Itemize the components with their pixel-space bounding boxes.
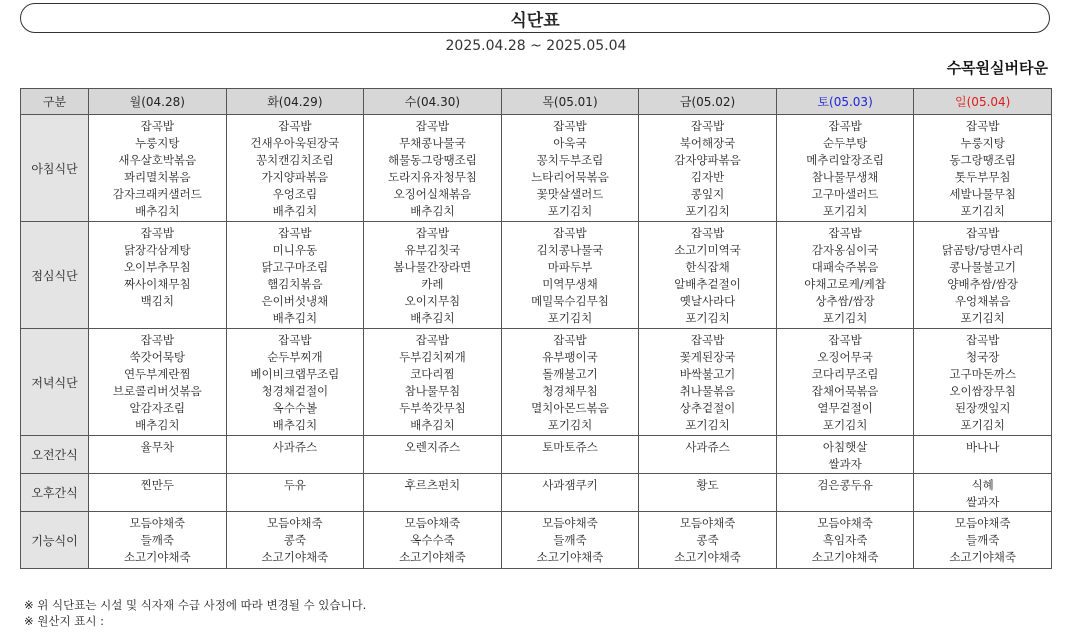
- menu-cell: [501, 436, 639, 474]
- menu-item: 배추김치: [135, 418, 180, 432]
- row-label: 점심식단: [21, 222, 89, 329]
- menu-item: 모듬야채죽: [817, 516, 873, 530]
- menu-cell: [776, 512, 914, 569]
- menu-item: 두유: [283, 478, 306, 492]
- menu-item: 소고기야채죽: [674, 550, 741, 564]
- menu-item: 동그랑땡조림: [949, 153, 1017, 167]
- menu-item: 잡곡밥: [553, 119, 587, 133]
- menu-item: 소고기야채죽: [811, 550, 879, 564]
- menu-item: 들깨죽: [140, 533, 174, 547]
- menu-item: 들깨죽: [966, 533, 1000, 547]
- menu-item: 콩나물불고기: [949, 260, 1017, 274]
- day-header: 일(05.04): [914, 89, 1052, 115]
- row-label: 오전간식: [21, 436, 89, 474]
- menu-item: 콩죽: [696, 533, 719, 547]
- menu-item: 사과잼쿠키: [542, 478, 598, 492]
- menu-item: 콩잎지: [690, 187, 725, 201]
- menu-item: 모듬야채죽: [129, 516, 186, 530]
- title-box: [20, 3, 1050, 33]
- menu-table: [20, 88, 1052, 569]
- note-line: ※ 원산지 표시 :: [24, 614, 105, 628]
- menu-item: 옛날사라다: [679, 294, 736, 308]
- menu-cell: [364, 115, 502, 222]
- menu-item: 포기김치: [547, 311, 593, 325]
- day-header: 금(05.02): [639, 89, 777, 115]
- table-header-row: [21, 89, 1052, 115]
- menu-item: 잡곡밥: [140, 226, 174, 240]
- menu-cell: [776, 222, 914, 329]
- menu-item: 오렌지쥬스: [404, 440, 461, 454]
- menu-item: 포기김치: [822, 204, 868, 218]
- menu-item: 백김치: [140, 294, 174, 308]
- menu-cell: [89, 474, 227, 512]
- menu-item: 소고기야채죽: [949, 550, 1017, 564]
- menu-item: 쌀과자: [828, 457, 862, 471]
- menu-cell: [501, 222, 639, 329]
- menu-item: 누룽지탕: [960, 136, 1005, 150]
- menu-cell: [89, 436, 227, 474]
- menu-item: 꽈리멸치볶음: [123, 170, 191, 184]
- menu-cell: [364, 222, 502, 329]
- menu-item: 가지양파볶음: [261, 170, 329, 184]
- menu-item: 돌깨불고기: [542, 367, 598, 381]
- menu-item: 건새우아욱된장국: [250, 136, 340, 150]
- corner-header: 구분: [21, 89, 89, 115]
- menu-cell: [226, 474, 364, 512]
- menu-item: 닭장각삼계탕: [123, 243, 191, 257]
- menu-cell: [776, 436, 914, 474]
- menu-item: 쑥갓어묵탕: [129, 350, 186, 364]
- menu-item: 포기김치: [547, 204, 593, 218]
- menu-item: 옥수수죽: [410, 533, 455, 547]
- menu-item: 청경채겉절이: [261, 384, 329, 398]
- menu-item: 참나물무침: [404, 384, 461, 398]
- menu-item: 유부김칫국: [404, 243, 461, 257]
- menu-cell: [89, 329, 227, 436]
- menu-cell: [639, 329, 777, 436]
- menu-item: 된장깻잎지: [954, 401, 1011, 415]
- menu-item: 포기김치: [822, 418, 868, 432]
- menu-item: 우엉채볶음: [954, 294, 1011, 308]
- menu-item: 포기김치: [685, 418, 730, 432]
- menu-item: 소고기야채죽: [261, 550, 329, 564]
- day-header: 토(05.03): [776, 89, 914, 115]
- menu-item: 모듬야채죽: [267, 516, 323, 530]
- menu-cell: [501, 329, 639, 436]
- day-header: 수(04.30): [364, 89, 502, 115]
- row-label: 기능식이: [21, 512, 89, 569]
- menu-item: 닭곰탕/당면사리: [941, 243, 1024, 257]
- menu-item: 아침햇살: [822, 440, 868, 454]
- menu-item: 꽃맛살샐러드: [536, 187, 604, 201]
- menu-item: 율무차: [140, 440, 174, 454]
- menu-cell: [89, 222, 227, 329]
- table-row: [21, 222, 1052, 329]
- menu-item: 새우살호박볶음: [118, 153, 197, 167]
- table-body: [21, 115, 1052, 569]
- menu-item: 대패숙주볶음: [811, 260, 879, 274]
- menu-cell: [639, 436, 777, 474]
- menu-item: 소고기야채죽: [123, 550, 191, 564]
- menu-item: 쌀과자: [966, 495, 1000, 509]
- menu-item: 잡곡밥: [828, 333, 862, 347]
- menu-item: 닭고구마조림: [261, 260, 329, 274]
- menu-cell: [501, 474, 639, 512]
- menu-item: 모듬야채죽: [954, 516, 1011, 530]
- menu-item: 찐만두: [140, 478, 174, 492]
- table-row: [21, 474, 1052, 512]
- menu-item: 베이비크랩무조림: [250, 367, 340, 381]
- menu-cell: [914, 436, 1052, 474]
- org-name: 수목원실버타운: [946, 59, 1048, 77]
- menu-item: 코다리무조림: [811, 367, 879, 381]
- menu-cell: [639, 512, 777, 569]
- menu-item: 꽃게된장국: [679, 350, 736, 364]
- menu-item: 카레: [421, 277, 444, 291]
- menu-item: 상추쌈/쌈장: [815, 294, 875, 308]
- menu-item: 메밀묵수김무침: [531, 294, 609, 308]
- menu-cell: [914, 115, 1052, 222]
- menu-item: 포기김치: [685, 204, 730, 218]
- notes: [24, 597, 366, 634]
- menu-item: 야채고로케/케찹: [804, 277, 886, 291]
- menu-item: 꽁치캔김치조림: [255, 153, 334, 167]
- menu-item: 잡곡밥: [140, 119, 174, 133]
- menu-item: 잡곡밥: [415, 119, 450, 133]
- menu-item: 소고기미역국: [674, 243, 741, 257]
- day-header: 목(05.01): [501, 89, 639, 115]
- menu-item: 모듬야채죽: [404, 516, 461, 530]
- menu-item: 감자양파볶음: [674, 153, 741, 167]
- menu-item: 메추리알장조림: [806, 153, 884, 167]
- menu-item: 포기김치: [960, 418, 1005, 432]
- menu-item: 미역무생채: [542, 277, 598, 291]
- menu-item: 무채콩나물국: [399, 136, 466, 150]
- menu-item: 꽁치두부조림: [536, 153, 604, 167]
- menu-item: 열무겉절이: [817, 401, 873, 415]
- menu-cell: [226, 115, 364, 222]
- menu-cell: [89, 512, 227, 569]
- menu-cell: [89, 115, 227, 222]
- menu-item: 식혜: [971, 478, 994, 492]
- menu-cell: [776, 474, 914, 512]
- menu-item: 북어해장국: [679, 136, 736, 150]
- menu-cell: [914, 474, 1052, 512]
- menu-item: 배추김치: [410, 311, 455, 325]
- menu-item: 오이쌈장무침: [949, 384, 1017, 398]
- menu-item: 사과쥬스: [685, 440, 730, 454]
- row-label: 아침식단: [21, 115, 89, 222]
- menu-cell: [914, 222, 1052, 329]
- menu-cell: [501, 115, 639, 222]
- menu-item: 청경채무침: [542, 384, 598, 398]
- menu-item: 잡곡밥: [966, 226, 1000, 240]
- menu-item: 순두부찌개: [267, 350, 323, 364]
- menu-cell: [914, 512, 1052, 569]
- menu-cell: [226, 436, 364, 474]
- day-header: 월(04.28): [89, 89, 227, 115]
- menu-item: 순두부탕: [822, 136, 868, 150]
- menu-item: 한식잡채: [685, 260, 730, 274]
- menu-item: 감자옹심이국: [811, 243, 879, 257]
- menu-item: 포기김치: [685, 311, 730, 325]
- menu-item: 해물동그랑땡조림: [387, 153, 477, 167]
- menu-item: 연두부계란찜: [123, 367, 191, 381]
- menu-item: 누룽지탕: [135, 136, 180, 150]
- menu-item: 두부쑥갓무침: [399, 401, 466, 415]
- menu-item: 배추김치: [410, 418, 455, 432]
- menu-item: 잡곡밥: [828, 119, 862, 133]
- menu-item: 브로콜리버섯볶음: [112, 384, 202, 398]
- menu-item: 콩죽: [283, 533, 306, 547]
- menu-item: 오이부추무침: [123, 260, 191, 274]
- menu-item: 햄김치볶음: [267, 277, 323, 291]
- menu-item: 잡곡밥: [553, 226, 587, 240]
- menu-item: 취나물볶음: [679, 384, 736, 398]
- note-line: ※ 위 식단표는 시설 및 식자재 수급 사정에 따라 변경될 수 있습니다.: [24, 598, 367, 612]
- menu-item: 잡곡밥: [415, 333, 450, 347]
- table-row: [21, 512, 1052, 569]
- menu-cell: [776, 115, 914, 222]
- menu-item: 고구마샐러드: [811, 187, 879, 201]
- menu-cell: [226, 329, 364, 436]
- menu-cell: [914, 329, 1052, 436]
- row-label: 오후간식: [21, 474, 89, 512]
- menu-cell: [364, 512, 502, 569]
- menu-item: 우엉조림: [272, 187, 318, 201]
- table-row: [21, 329, 1052, 436]
- menu-item: 잡곡밥: [278, 333, 312, 347]
- menu-item: 소고기야채죽: [399, 550, 466, 564]
- menu-item: 잡곡밥: [278, 226, 312, 240]
- menu-item: 오징어무국: [817, 350, 873, 364]
- menu-cell: [364, 436, 502, 474]
- menu-item: 황도: [696, 478, 719, 492]
- menu-cell: [639, 115, 777, 222]
- menu-item: 미니우동: [272, 243, 318, 257]
- menu-item: 바싹불고기: [679, 367, 736, 381]
- page-title: 식단표: [510, 10, 560, 31]
- menu-item: 잡곡밥: [966, 333, 1000, 347]
- menu-item: 배추김치: [272, 204, 318, 218]
- menu-item: 검은콩두유: [817, 478, 873, 492]
- menu-item: 모듬야채죽: [679, 516, 736, 530]
- table-row: [21, 436, 1052, 474]
- menu-item: 잡채어묵볶음: [811, 384, 879, 398]
- menu-item: 감자크래커샐러드: [112, 187, 202, 201]
- menu-item: 잡곡밥: [690, 119, 725, 133]
- menu-item: 알감자조림: [129, 401, 186, 415]
- menu-item: 오이지무침: [404, 294, 461, 308]
- menu-item: 후르츠펀치: [404, 478, 461, 492]
- menu-item: 잡곡밥: [553, 333, 587, 347]
- menu-item: 아욱국: [553, 136, 587, 150]
- menu-item: 소고기야채죽: [536, 550, 604, 564]
- menu-item: 잡곡밥: [828, 226, 862, 240]
- menu-item: 톳두부무침: [954, 170, 1011, 184]
- menu-item: 배추김치: [410, 204, 455, 218]
- day-header: 화(04.29): [226, 89, 364, 115]
- menu-item: 흑임자죽: [822, 533, 868, 547]
- menu-item: 포기김치: [822, 311, 868, 325]
- menu-cell: [776, 329, 914, 436]
- menu-item: 고구마돈까스: [949, 367, 1017, 381]
- menu-item: 잡곡밥: [278, 119, 312, 133]
- menu-item: 알배추겉절이: [674, 277, 741, 291]
- menu-item: 도라지유자청무침: [387, 170, 477, 184]
- menu-item: 두부김치찌개: [399, 350, 466, 364]
- menu-cell: [639, 222, 777, 329]
- menu-cell: [364, 474, 502, 512]
- menu-item: 참나물무생채: [811, 170, 879, 184]
- date-range: 2025.04.28 ~ 2025.05.04: [445, 38, 627, 54]
- menu-item: 잡곡밥: [690, 333, 725, 347]
- menu-item: 바나나: [966, 440, 1000, 454]
- menu-item: 양배추쌈/쌈장: [947, 277, 1018, 291]
- menu-item: 오징어실채볶음: [393, 187, 472, 201]
- menu-item: 김치콩나물국: [536, 243, 604, 257]
- menu-item: 유부팽이국: [542, 350, 598, 364]
- menu-item: 세발나물무침: [949, 187, 1017, 201]
- menu-cell: [226, 512, 364, 569]
- menu-item: 포기김치: [547, 418, 593, 432]
- menu-item: 마파두부: [547, 260, 593, 274]
- menu-item: 포기김치: [960, 204, 1005, 218]
- menu-item: 배추김치: [135, 204, 180, 218]
- menu-item: 토마토쥬스: [542, 440, 598, 454]
- menu-item: 들깨죽: [553, 533, 587, 547]
- menu-item: 옥수수볼: [272, 401, 318, 415]
- menu-item: 잡곡밥: [140, 333, 174, 347]
- menu-item: 배추김치: [272, 311, 318, 325]
- menu-item: 청국장: [966, 350, 1000, 364]
- menu-item: 김자반: [690, 170, 725, 184]
- menu-cell: [226, 222, 364, 329]
- menu-item: 잡곡밥: [690, 226, 725, 240]
- menu-item: 모듬야채죽: [542, 516, 598, 530]
- menu-item: 사과쥬스: [272, 440, 318, 454]
- menu-item: 배추김치: [272, 418, 318, 432]
- menu-item: 은이버섯냉채: [261, 294, 329, 308]
- menu-item: 코다리찜: [410, 367, 455, 381]
- menu-cell: [501, 512, 639, 569]
- menu-item: 잡곡밥: [415, 226, 450, 240]
- menu-cell: [639, 474, 777, 512]
- menu-item: 잡곡밥: [966, 119, 1000, 133]
- menu-item: 느타리어묵볶음: [531, 170, 609, 184]
- menu-item: 멸치아몬드볶음: [531, 401, 609, 415]
- menu-item: 상추겉절이: [679, 401, 736, 415]
- row-label: 저녁식단: [21, 329, 89, 436]
- menu-cell: [364, 329, 502, 436]
- note-cutoff-line: [24, 629, 366, 634]
- menu-item: 봄나물간장라면: [393, 260, 472, 274]
- table-row: [21, 115, 1052, 222]
- menu-item: 포기김치: [960, 311, 1005, 325]
- menu-item: 짜사이채무침: [123, 277, 191, 291]
